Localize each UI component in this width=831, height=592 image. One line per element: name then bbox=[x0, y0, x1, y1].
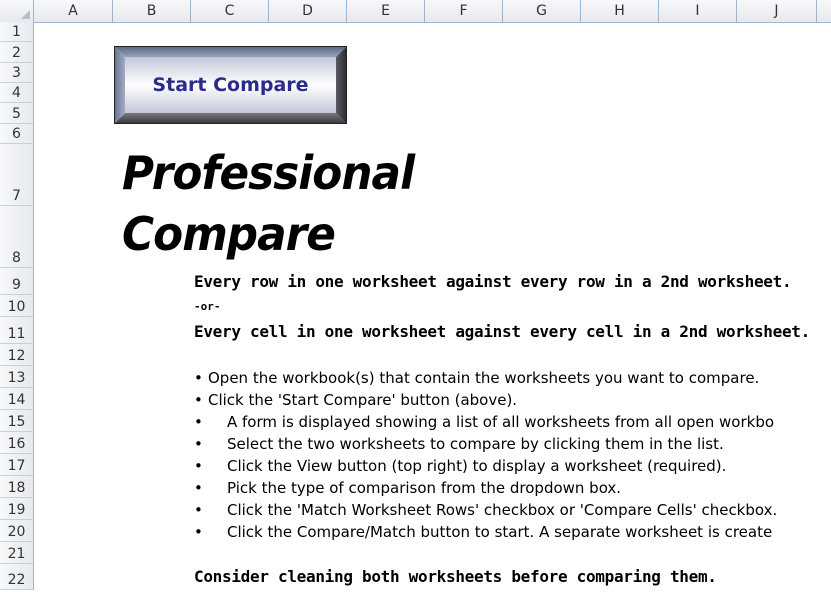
row-header-22[interactable]: 22 bbox=[0, 564, 34, 590]
column-header-c[interactable]: C bbox=[191, 0, 269, 22]
row-header-18[interactable]: 18 bbox=[0, 476, 34, 498]
step-text: Click the View button (top right) to display a worksheet (required). bbox=[227, 457, 727, 475]
bullet-icon: • bbox=[194, 479, 203, 497]
step-text: Pick the type of comparison from the dropdown box. bbox=[227, 479, 622, 497]
step-2 bbox=[194, 391, 517, 409]
step-text: Open the workbook(s) that contain the worksheets you want to compare. bbox=[208, 369, 760, 387]
headline-cells: Every cell in one worksheet against every cell in a 2nd worksheet. bbox=[194, 322, 810, 341]
button-face bbox=[125, 57, 336, 113]
step-3 bbox=[194, 413, 774, 431]
button-bevel-bottom bbox=[115, 113, 346, 123]
row-header-10[interactable]: 10 bbox=[0, 295, 34, 317]
row-header-21[interactable]: 21 bbox=[0, 542, 34, 564]
step-text: Click the 'Match Worksheet Rows' checkbox or 'Compare Cells' checkbox. bbox=[227, 501, 778, 519]
column-header-i[interactable]: I bbox=[659, 0, 737, 22]
step-5 bbox=[194, 457, 726, 475]
step-text: Select the two worksheets to compare by clicking them in the list. bbox=[227, 435, 724, 453]
select-all-corner[interactable] bbox=[0, 0, 34, 22]
column-header-d[interactable]: D bbox=[269, 0, 347, 22]
row-header-13[interactable]: 13 bbox=[0, 366, 34, 388]
headline-rows: Every row in one worksheet against every row in a 2nd worksheet. bbox=[194, 272, 792, 291]
title-line-1: Professional bbox=[122, 146, 415, 200]
row-header-7[interactable]: 7 bbox=[0, 144, 34, 206]
start-compare-label: Start Compare bbox=[152, 74, 309, 96]
row-header-16[interactable]: 16 bbox=[0, 432, 34, 454]
step-text: Click the Compare/Match button to start. A separate worksheet is create bbox=[227, 523, 773, 541]
bullet-icon: • bbox=[194, 457, 203, 475]
row-header-20[interactable]: 20 bbox=[0, 520, 34, 542]
step-text: Click the 'Start Compare' button (above). bbox=[208, 391, 518, 409]
row-header-14[interactable]: 14 bbox=[0, 388, 34, 410]
row-header-17[interactable]: 17 bbox=[0, 454, 34, 476]
title-line-2: Compare bbox=[122, 207, 335, 261]
step-text: A form is displayed showing a list of all worksheets from all open workbo bbox=[227, 413, 775, 431]
bullet-icon: • bbox=[194, 413, 203, 431]
column-header-a[interactable]: A bbox=[34, 0, 113, 22]
column-header-h[interactable]: H bbox=[581, 0, 659, 22]
row-header-6[interactable]: 6 bbox=[0, 124, 34, 144]
button-bevel-left bbox=[115, 47, 125, 123]
button-bevel-right bbox=[336, 47, 346, 123]
row-header-2[interactable]: 2 bbox=[0, 42, 34, 63]
bullet-icon: • bbox=[194, 391, 203, 409]
button-bevel-top bbox=[115, 47, 346, 57]
bullet-icon: • bbox=[194, 501, 203, 519]
bullet-icon: • bbox=[194, 523, 203, 541]
cleaning-note: Consider cleaning both worksheets before comparing them. bbox=[194, 567, 717, 586]
headline-or: -or- bbox=[194, 300, 221, 313]
row-header-15[interactable]: 15 bbox=[0, 410, 34, 432]
column-header-f[interactable]: F bbox=[425, 0, 503, 22]
row-header-9[interactable]: 9 bbox=[0, 268, 34, 295]
bullet-icon: • bbox=[194, 435, 203, 453]
step-8 bbox=[194, 523, 772, 541]
row-header-12[interactable]: 12 bbox=[0, 344, 34, 366]
step-6 bbox=[194, 479, 621, 497]
step-7 bbox=[194, 501, 777, 519]
column-header-j[interactable]: J bbox=[737, 0, 817, 22]
row-header-1[interactable]: 1 bbox=[0, 22, 34, 42]
step-1 bbox=[194, 369, 759, 387]
bullet-icon: • bbox=[194, 369, 203, 387]
row-header-19[interactable]: 19 bbox=[0, 498, 34, 520]
column-header-g[interactable]: G bbox=[503, 0, 581, 22]
step-4 bbox=[194, 435, 724, 453]
row-header-8[interactable]: 8 bbox=[0, 206, 34, 268]
start-compare-button[interactable] bbox=[114, 46, 347, 124]
row-header-4[interactable]: 4 bbox=[0, 83, 34, 103]
row-header-3[interactable]: 3 bbox=[0, 63, 34, 83]
row-header-11[interactable]: 11 bbox=[0, 317, 34, 344]
row-header-5[interactable]: 5 bbox=[0, 103, 34, 124]
column-header-e[interactable]: E bbox=[347, 0, 425, 22]
column-header-b[interactable]: B bbox=[113, 0, 191, 22]
